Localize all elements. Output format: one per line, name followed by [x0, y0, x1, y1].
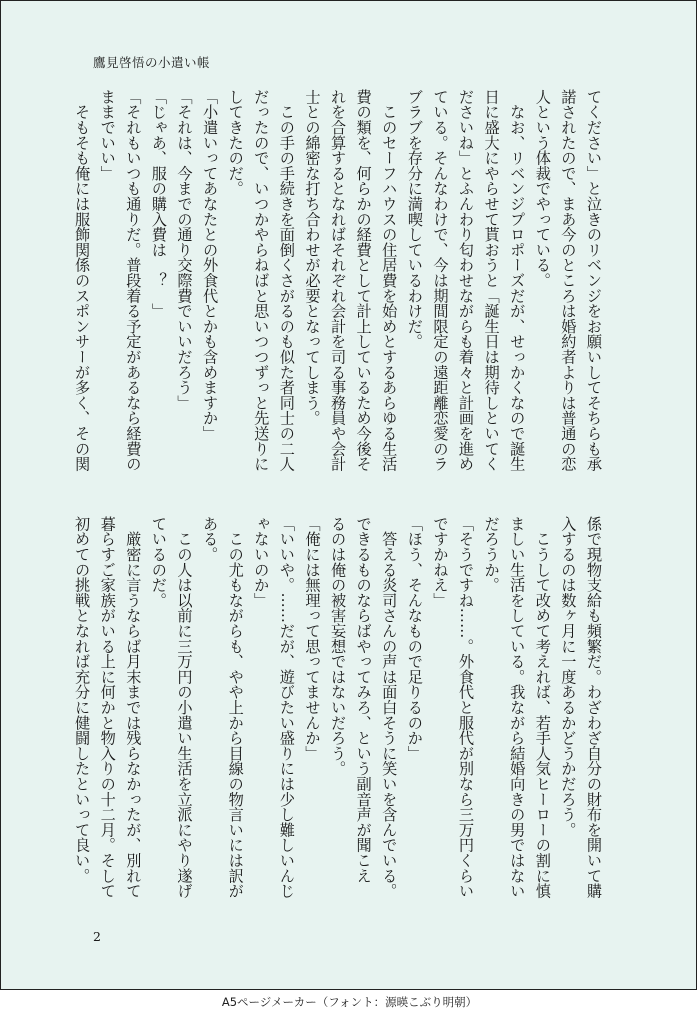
text-line: 「小遣いってあなたとの外食代とかも含めますか」	[201, 89, 220, 441]
text-line: この人は以前に三万円の小遣い生活を立派にやり遂げ	[175, 516, 194, 899]
text-line: ですかねえ」	[431, 516, 450, 608]
text-line: この尤もながらも、やや上から目線の物言いには訳が	[226, 516, 245, 899]
text-block-bottom	[73, 516, 606, 908]
text-line: ゃないのか」	[252, 516, 271, 608]
text-block-top	[73, 89, 606, 481]
text-line: そもそも俺には服飾関係のスポンサーが多く、その関	[73, 89, 92, 472]
text-line: だったので、いつかやらねばと思いつつずっと先送りに	[252, 89, 271, 472]
text-line: 人という体裁でやっている。	[533, 89, 552, 288]
text-line: ださいね」とふんわり匂わせながらも着々と計画を進め	[457, 89, 476, 472]
text-line: 「俺には無理って思ってませんか」	[303, 516, 322, 761]
text-line: 係で現物支給も頻繁だ。わざわざ自分の財布を開いて購	[585, 516, 603, 899]
page-number: 2	[93, 929, 101, 944]
text-line: してきたのだ。	[226, 89, 245, 197]
text-line: 「そうですね……。外食代と服代が別なら三万円くらい	[457, 516, 476, 899]
text-line: 諾されたので、まあ今のところは婚約者よりは普通の恋	[559, 89, 578, 472]
text-line: なお、リベンジプロポーズだが、せっかくなので誕生	[508, 89, 527, 472]
page-header: 鷹見啓悟の小遣い帳	[93, 55, 211, 70]
text-line: 初めての挑戦となれば充分に健闘したといって良い。	[73, 516, 92, 884]
text-line: この手の手続きを面倒くさがるのも似た者同士の二人	[277, 89, 296, 472]
text-line: 費の類を、何らかの経費として計上しているため今後そ	[354, 89, 373, 472]
text-line: 入するのは数ヶ月に一度あるかどうかだろう。	[559, 516, 578, 838]
text-line: 「じゃあ、服の購入費は ？ 」	[149, 89, 168, 319]
text-line: てください」と泣きのリベンジをお願いしてそちらも承	[585, 89, 603, 472]
text-line: だろうか。	[482, 516, 501, 593]
footer-caption: A5ページメーカー（フォント：源暎こぶり明朝）	[221, 995, 478, 1009]
text-line: 「それは、今までの通り交際費でいいだろう」	[175, 89, 194, 411]
text-line: 士との綿密な打ち合わせが必要となってしまう。	[303, 89, 322, 426]
text-line: ましい生活をしている。我ながら結婚向きの男ではない	[508, 516, 527, 899]
text-line: 「ほう、そんなもので足りるのか」	[405, 516, 424, 761]
text-line: ている。そんなわけで、今は期間限定の遠距離恋愛のラ	[431, 89, 450, 472]
text-line: 暮らすご家族がいる上に何かと物入りの十二月。そして	[98, 516, 117, 899]
text-line: 日に盛大にやらせて貰おうと「誕生日は期待しといてく	[482, 89, 501, 472]
text-line: ブラブを存分に満喫しているわけだ。	[405, 89, 424, 350]
text-line: 厳密に言うならば月末までは残らなかったが、別れて	[124, 516, 143, 899]
text-line: 「いいや。……だが、遊びたい盛りには少し難しいんじ	[277, 516, 296, 899]
text-line: 答える炎司さんの声は面白そうに笑いを含んでいる。	[380, 516, 399, 899]
text-line: 「それもいつも通りだ。普段着る予定があるなら経費の	[124, 89, 143, 472]
text-line: こうして改めて考えれば、若手人気ヒーローの割に慎	[533, 516, 552, 899]
text-line: ているのだ。	[149, 516, 168, 608]
text-line: れを合算するとなればそれぞれ会計を司る事務員や会計	[329, 89, 348, 472]
text-line: るのは俺の被害妄想ではないだろう。	[329, 516, 348, 777]
text-line: ままでいい」	[98, 89, 117, 181]
text-line: このセーフハウスの住居費を始めとするあらゆる生活	[380, 89, 399, 472]
text-line: できるものならばやってみろ、という副音声が聞こえ	[354, 516, 373, 884]
text-line: ある。	[201, 516, 220, 562]
